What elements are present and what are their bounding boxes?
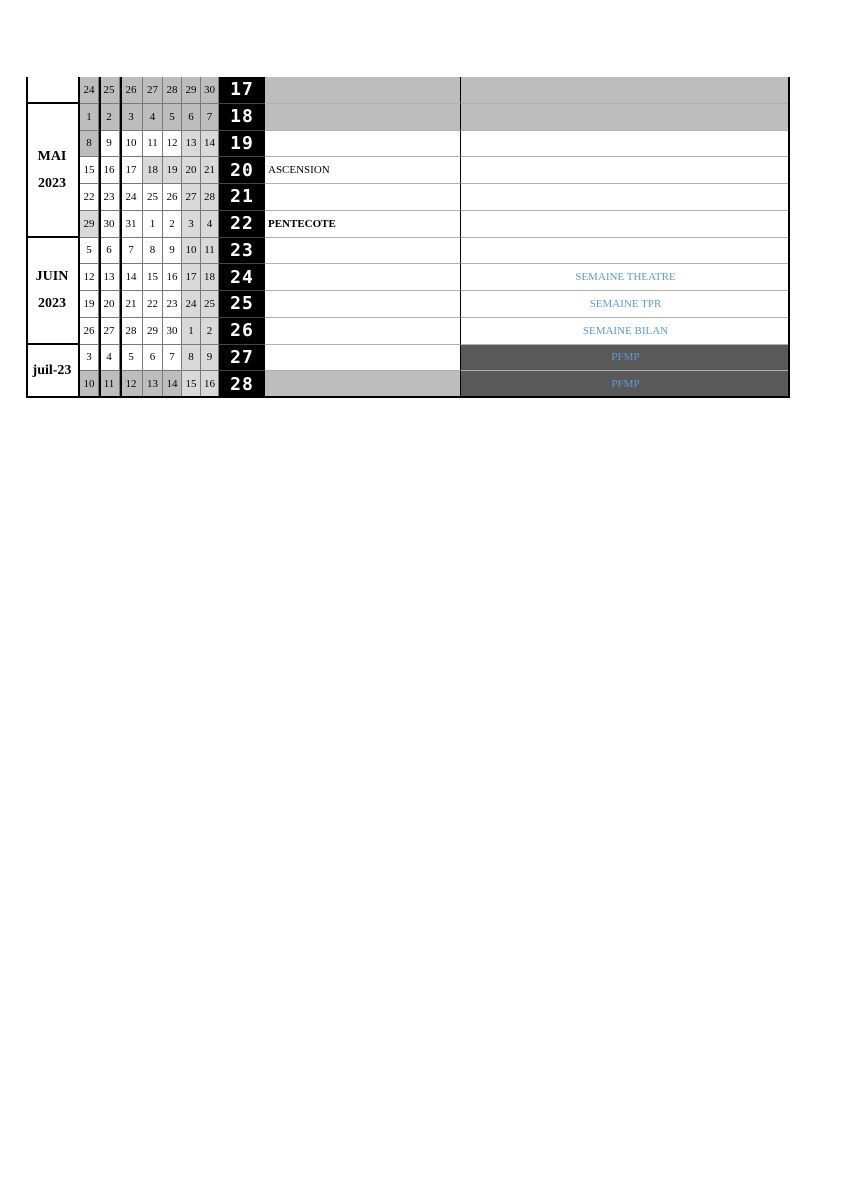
day-cell: 4	[143, 104, 163, 131]
day-cell: 27	[99, 318, 120, 345]
week-number: 27	[219, 345, 265, 372]
day-cell: 2	[201, 318, 219, 345]
day-cell: 31	[120, 211, 143, 238]
holiday-label	[265, 131, 460, 158]
week-note: PFMP	[460, 345, 790, 372]
day-cell: 19	[80, 291, 99, 318]
month-year: 2023	[38, 175, 66, 191]
day-cell: 26	[163, 184, 182, 211]
day-cell: 27	[182, 184, 201, 211]
day-cell: 25	[143, 184, 163, 211]
day-cell: 24	[80, 77, 99, 104]
week-number: 25	[219, 291, 265, 318]
holiday-label	[265, 318, 460, 345]
column-divider	[99, 77, 101, 398]
day-cell: 24	[120, 184, 143, 211]
day-cell: 15	[182, 371, 201, 398]
day-cell: 10	[182, 238, 201, 265]
day-cell: 16	[163, 264, 182, 291]
day-cell: 16	[201, 371, 219, 398]
month-name: juil-23	[32, 362, 72, 378]
week-number: 26	[219, 318, 265, 345]
week-note	[460, 77, 790, 104]
holiday-label	[265, 184, 460, 211]
week-note: SEMAINE TPR	[460, 291, 790, 318]
day-cell: 5	[80, 238, 99, 265]
week-note: SEMAINE BILAN	[460, 318, 790, 345]
week-number: 20	[219, 157, 265, 184]
day-cell: 7	[120, 238, 143, 265]
day-cell: 9	[163, 238, 182, 265]
month-name: JUIN	[35, 269, 69, 284]
day-cell: 24	[182, 291, 201, 318]
day-cell: 30	[201, 77, 219, 104]
holiday-label	[265, 291, 460, 318]
day-cell: 9	[99, 131, 120, 158]
day-cell: 15	[143, 264, 163, 291]
day-cell: 20	[182, 157, 201, 184]
month-label	[26, 238, 80, 345]
day-cell: 5	[120, 345, 143, 372]
day-cell: 16	[99, 157, 120, 184]
day-cell: 2	[163, 211, 182, 238]
day-cell: 28	[163, 77, 182, 104]
week-number: 23	[219, 238, 265, 265]
day-cell: 4	[99, 345, 120, 372]
day-cell: 14	[201, 131, 219, 158]
day-cell: 22	[80, 184, 99, 211]
day-cell: 28	[120, 318, 143, 345]
day-cell: 21	[201, 157, 219, 184]
day-cell: 6	[99, 238, 120, 265]
holiday-label	[265, 264, 460, 291]
day-cell: 29	[143, 318, 163, 345]
week-note	[460, 104, 790, 131]
holiday-label	[265, 371, 460, 398]
day-cell: 3	[182, 211, 201, 238]
month-year: 2023	[38, 296, 66, 311]
day-cell: 23	[99, 184, 120, 211]
day-cell: 13	[99, 264, 120, 291]
holiday-label: PENTECOTE	[265, 211, 460, 238]
day-cell: 18	[143, 157, 163, 184]
week-number: 24	[219, 264, 265, 291]
day-cell: 21	[120, 291, 143, 318]
day-cell: 11	[99, 371, 120, 398]
day-cell: 3	[80, 345, 99, 372]
week-note	[460, 184, 790, 211]
day-cell: 26	[80, 318, 99, 345]
day-cell: 22	[143, 291, 163, 318]
day-cell: 1	[143, 211, 163, 238]
day-cell: 10	[80, 371, 99, 398]
day-cell: 27	[143, 77, 163, 104]
week-number: 17	[219, 77, 265, 104]
day-cell: 23	[163, 291, 182, 318]
day-cell: 8	[80, 131, 99, 158]
week-number: 18	[219, 104, 265, 131]
week-note	[460, 157, 790, 184]
day-cell: 19	[163, 157, 182, 184]
week-note	[460, 238, 790, 265]
month-label	[26, 104, 80, 238]
day-cell: 17	[182, 264, 201, 291]
holiday-label: ASCENSION	[265, 157, 460, 184]
day-cell: 28	[201, 184, 219, 211]
week-number: 22	[219, 211, 265, 238]
day-cell: 6	[143, 345, 163, 372]
day-cell: 6	[182, 104, 201, 131]
day-cell: 7	[201, 104, 219, 131]
day-cell: 25	[99, 77, 120, 104]
day-cell: 11	[201, 238, 219, 265]
day-cell: 30	[99, 211, 120, 238]
day-cell: 17	[120, 157, 143, 184]
day-cell: 12	[80, 264, 99, 291]
day-cell: 8	[143, 238, 163, 265]
day-cell: 15	[80, 157, 99, 184]
day-cell: 1	[80, 104, 99, 131]
day-cell: 5	[163, 104, 182, 131]
day-cell: 13	[182, 131, 201, 158]
day-cell: 18	[201, 264, 219, 291]
week-note: SEMAINE THEATRE	[460, 264, 790, 291]
month-label	[26, 345, 80, 399]
holiday-label	[265, 104, 460, 131]
week-note	[460, 131, 790, 158]
day-cell: 8	[182, 345, 201, 372]
week-number: 21	[219, 184, 265, 211]
day-cell: 10	[120, 131, 143, 158]
week-note: PFMP	[460, 371, 790, 398]
day-cell: 11	[143, 131, 163, 158]
day-cell: 12	[163, 131, 182, 158]
day-cell: 20	[99, 291, 120, 318]
week-number: 19	[219, 131, 265, 158]
day-cell: 29	[182, 77, 201, 104]
day-cell: 2	[99, 104, 120, 131]
holiday-label	[265, 77, 460, 104]
week-note	[460, 211, 790, 238]
day-cell: 12	[120, 371, 143, 398]
day-cell: 25	[201, 291, 219, 318]
day-cell: 7	[163, 345, 182, 372]
school-calendar-table	[26, 77, 790, 398]
month-label	[26, 77, 80, 104]
day-cell: 14	[120, 264, 143, 291]
month-name: MAI	[37, 148, 67, 164]
week-number: 28	[219, 371, 265, 398]
day-cell: 29	[80, 211, 99, 238]
day-cell: 3	[120, 104, 143, 131]
day-cell: 4	[201, 211, 219, 238]
day-cell: 26	[120, 77, 143, 104]
day-cell: 13	[143, 371, 163, 398]
holiday-label	[265, 345, 460, 372]
holiday-label	[265, 238, 460, 265]
day-cell: 9	[201, 345, 219, 372]
day-cell: 14	[163, 371, 182, 398]
day-cell: 1	[182, 318, 201, 345]
column-divider	[120, 77, 122, 398]
day-cell: 30	[163, 318, 182, 345]
